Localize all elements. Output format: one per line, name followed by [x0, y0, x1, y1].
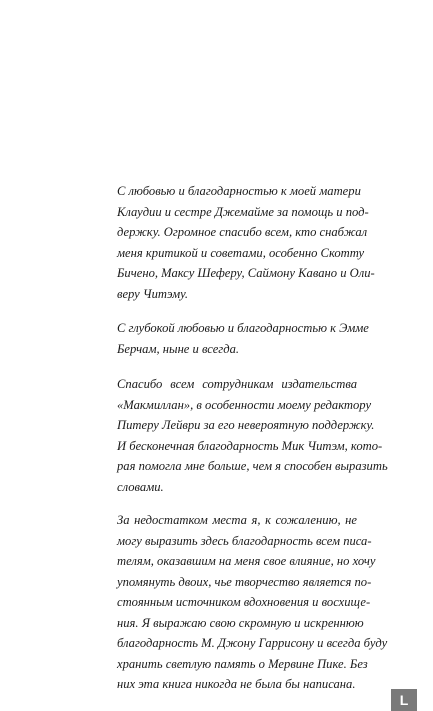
text-line: словами.	[117, 479, 164, 494]
text-line: И бесконечная благодарность Мик Читэм, кото-	[117, 438, 383, 453]
acknowledgement-paragraph-publisher	[117, 374, 388, 497]
text-line: Бичено, Максу Шеферу, Саймону Кавано и Оли-	[117, 266, 375, 280]
text-line: Клаудии и сестре Джемайме за помощь и под-	[117, 204, 369, 219]
text-line: упомянуть двоих, чье творчество является по-	[117, 574, 372, 589]
text-line: Питеру Лейври за его невероятную поддержку.	[117, 418, 375, 432]
text-line: хранить светлую память о Мервине Пике. Без	[117, 656, 368, 671]
acknowledgement-paragraph-family	[117, 181, 375, 304]
text-line: С любовью и благодарностью к моей матери	[117, 184, 361, 198]
text-line: благодарность М. Джону Гаррисону и всегда буду	[117, 636, 388, 650]
acknowledgement-paragraph-writers	[117, 510, 388, 695]
text-line: меня критикой и советами, особенно Скотту	[117, 245, 365, 260]
acknowledgement-paragraph-emma	[117, 318, 369, 359]
text-line: За недостатком места я, к сожалению, не	[117, 513, 357, 527]
text-line: С глубокой любовью и благодарностью к Эмме	[117, 321, 369, 335]
text-line: них эта книга никогда не была бы написана.	[117, 677, 356, 691]
text-line: могу выразить здесь благодарность всем писа-	[117, 533, 372, 548]
publisher-logo: L	[391, 689, 417, 711]
text-line: телям, оказавшим на меня свое влияние, но хочу	[117, 554, 376, 568]
text-line: Спасибо всем сотрудникам издательства	[117, 377, 357, 391]
text-line: «Макмиллан», в особенности моему редактору	[117, 397, 372, 412]
text-line: держку. Огромное спасибо всем, кто снабжал	[117, 225, 368, 239]
text-line: рая помогла мне больше, чем я способен выразить	[117, 459, 388, 473]
text-line: стоянным источником вдохновения и восхище-	[117, 595, 371, 609]
text-line: Берчам, ныне и всегда.	[117, 341, 240, 356]
text-line: веру Читэму.	[117, 286, 189, 301]
text-line: ния. Я выражаю свою скромную и искреннюю	[117, 615, 364, 630]
